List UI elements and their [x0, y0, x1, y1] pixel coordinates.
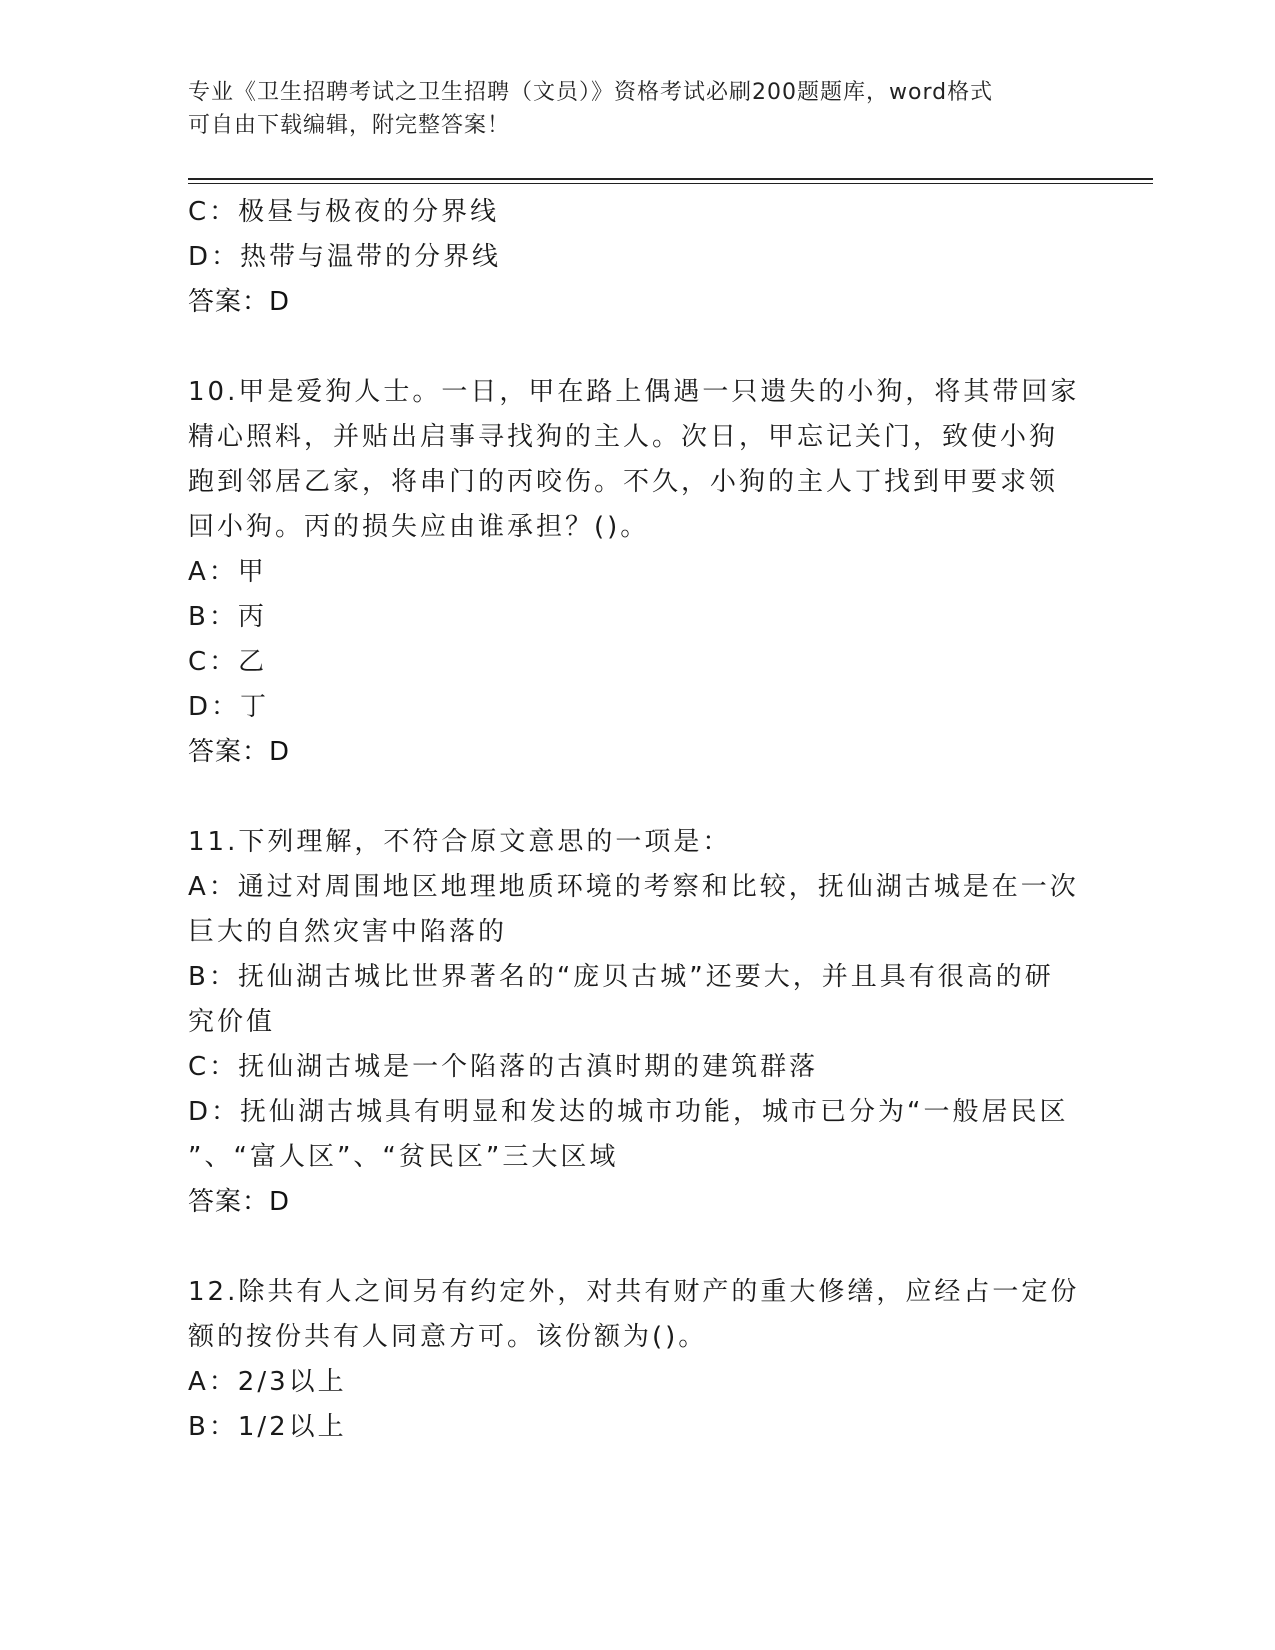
option-a: A：通过对周围地区地理地质环境的考察和比较，抚仙湖古城是在一次	[188, 872, 1079, 902]
option-d: D：热带与温带的分界线	[188, 242, 502, 272]
option-b: B：1/2以上	[188, 1412, 347, 1442]
question-text-line: 12.除共有人之间另有约定外，对共有财产的重大修缮，应经占一定份	[188, 1277, 1080, 1307]
question-text-line: 11.下列理解，不符合原文意思的一项是：	[188, 827, 732, 857]
answer-line: 答案：D	[188, 737, 291, 767]
prev-question-block	[188, 190, 1088, 325]
spacer	[188, 1225, 1088, 1270]
option-c: C：抚仙湖古城是一个陷落的古滇时期的建筑群落	[188, 1052, 819, 1082]
option-d: D：丁	[188, 692, 270, 722]
answer-line: 答案：D	[188, 1187, 291, 1217]
header-subtitle-line: 可自由下载编辑，附完整答案！	[188, 113, 511, 138]
document-header	[188, 76, 1068, 142]
question-text-line: 10.甲是爱狗人士。一日，甲在路上偶遇一只遗失的小狗，将其带回家	[188, 377, 1080, 407]
header-divider-thick	[188, 178, 1153, 180]
option-d-continued: ”、“富人区”、“贫民区”三大区域	[188, 1142, 619, 1172]
question-text-line: 精心照料，并贴出启事寻找狗的主人。次日，甲忘记关门，致使小狗	[188, 422, 1059, 452]
question-12-block	[188, 1270, 1088, 1450]
header-divider-thin	[188, 183, 1153, 184]
question-11-block	[188, 820, 1088, 1225]
question-10-block	[188, 370, 1088, 775]
option-d: D：抚仙湖古城具有明显和发达的城市功能，城市已分为“一般居民区	[188, 1097, 1069, 1127]
option-b-continued: 究价值	[188, 1007, 276, 1037]
option-a: A：2/3以上	[188, 1367, 347, 1397]
spacer	[188, 325, 1088, 370]
spacer	[188, 775, 1088, 820]
option-b: B：丙	[188, 602, 267, 632]
question-text-line: 额的按份共有人同意方可。该份额为()。	[188, 1322, 708, 1352]
option-a-continued: 巨大的自然灾害中陷落的	[188, 917, 508, 947]
option-a: A：甲	[188, 557, 267, 587]
question-content	[188, 190, 1088, 1450]
header-title-line: 专业《卫生招聘考试之卫生招聘（文员）》资格考试必刷200题题库，word格式	[188, 80, 994, 105]
question-text-line: 跑到邻居乙家，将串门的丙咬伤。不久，小狗的主人丁找到甲要求领	[188, 467, 1059, 497]
question-text-line: 回小狗。丙的损失应由谁承担？()。	[188, 512, 650, 542]
option-c: C：极昼与极夜的分界线	[188, 197, 500, 227]
option-c: C：乙	[188, 647, 268, 677]
option-b: B：抚仙湖古城比世界著名的“庞贝古城”还要大，并且具有很高的研	[188, 962, 1054, 992]
answer-line: 答案：D	[188, 287, 291, 317]
